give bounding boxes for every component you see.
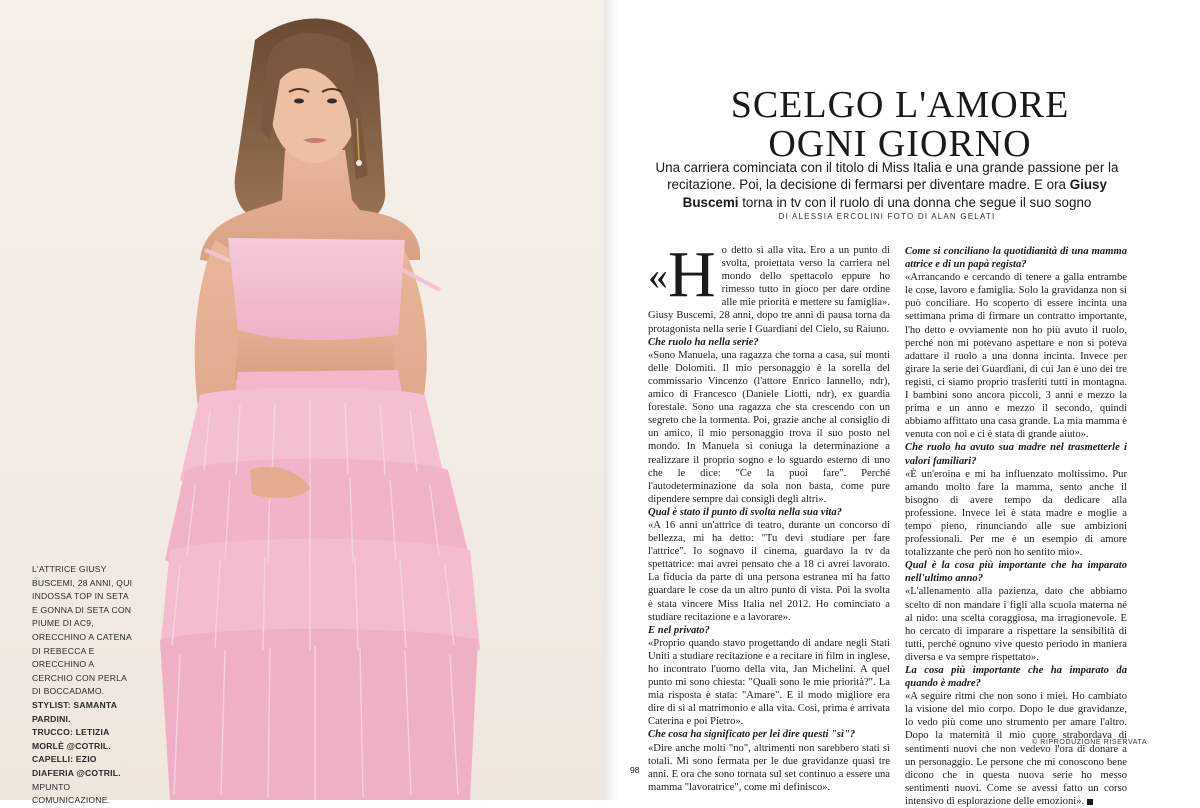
caption-credit-line: PARDINI. xyxy=(32,713,71,724)
answer: «Sono Manuela, una ragazza che torna a casa, sui monti delle Dolomiti. Il mio personaggio è la sorella del commissario Vincenzo (l'attore Enrico Iannello, ndr), amico di Francesco (Daniele Liotti, ndr), ex guardia forestale. Sono una ragazza che sta crescendo con un segreto che la tormenta. Poi, grazie anche al consiglio di un amico, il mio personaggio trova il suo posto nel mondo. In Manuela si coniuga la determinazione a realizzare il proprio sogno e lo sguardo esterno di uno che le dice: "Ce la puoi fare". Perché l'autodeterminazione da sola non basta, come pure dipendere sempre dai consigli degli altri». xyxy=(648,349,890,505)
qa-block xyxy=(905,245,1127,441)
question: E nel privato? xyxy=(648,624,710,636)
answer: «È un'eroina e mi ha influenzato moltissimo. Pur amando molto fare la mamma, sento anche il bisogno di avere tempo da dedicare alla professione. Invece lei è stata madre e moglie a tempo pieno, rinunciando alle sue ambizioni professionali. Per me è un esempio di amore totalizzante che però non ho sentito mio». xyxy=(905,468,1127,559)
question: Qual è la cosa più importante che ha imparato nell'ultimo anno? xyxy=(905,560,1127,585)
caption-line: ORECCHINO A CATENA xyxy=(32,631,132,642)
caption-credit-line: TRUCCO: LETIZIA xyxy=(32,727,110,738)
drop-cap: H xyxy=(668,238,716,311)
article-title xyxy=(700,86,1100,164)
qa-block xyxy=(648,624,890,729)
article-byline: DI ALESSIA ERCOLINI FOTO DI ALAN GELATI xyxy=(778,212,996,221)
answer: «L'allenamento alla pazienza, dato che abbiamo scelto di non mandare i figli alla scuola materna né al nido: una scelta coraggiosa, ma irragionevole. E ho cercato di imparare a rispettare la sensibilità di tutti, perché ognuno vive questo periodo in maniera diversa e va sempre rispettato». xyxy=(905,586,1127,663)
photo-caption xyxy=(32,563,144,808)
article-intro xyxy=(648,238,890,336)
qa-block xyxy=(905,559,1127,664)
caption-line: INDOSSA TOP IN SETA xyxy=(32,591,129,602)
article-lede xyxy=(648,159,1126,211)
title-line-2: OGNI GIORNO xyxy=(768,123,1032,165)
qa-block xyxy=(648,728,890,793)
article-column-2 xyxy=(905,245,1127,808)
question: Che cosa ha significato per lei dire questi "sì"? xyxy=(648,729,856,741)
caption-line: MPUNTO xyxy=(32,781,71,792)
title-line-1: SCELGO L'AMORE xyxy=(730,84,1070,126)
caption-credit-line: DIAFERIA @COTRIL. xyxy=(32,767,121,778)
question: La cosa più importante che ha imparato da quando è madre? xyxy=(905,665,1127,690)
caption-line: ORECCHINO A xyxy=(32,659,95,670)
caption-line: COMUNICAZIONE. xyxy=(32,795,111,806)
question: Come si conciliano la quotidianità di una mamma attrice e di un papà regista? xyxy=(905,246,1127,271)
caption-credit-line: CAPELLI: EZIO xyxy=(32,754,97,765)
lede-text-end: torna in tv con il ruolo di una donna che segue il suo sogno xyxy=(738,194,1092,210)
opening-guillemet: « xyxy=(648,253,668,298)
caption-line: E GONNA DI SETA CON xyxy=(32,604,132,615)
answer: «Proprio quando stavo progettando di andare negli Stati Uniti a studiare recitazione e a recitare in film in inglese, ho incontrato l'uomo della vita, Jan Michelini. A quel punto mi sono chiesta: "Quali sono le mie priorità?". La mia risposta è stata: "Amare". E il modo migliore era dire di sì al matrimonio e alla vita. Così, prima è arrivata Caterina e poi Pietro». xyxy=(648,637,890,728)
caption-credit-line: STYLIST: SAMANTA xyxy=(32,699,118,710)
question: Che ruolo ha nella serie? xyxy=(648,336,759,348)
caption-line: PIUME DI AC9, xyxy=(32,618,94,629)
caption-line: DI REBECCA E xyxy=(32,645,95,656)
lede-text: Una carriera cominciata con il titolo di Miss Italia e una grande passione per la recitazione. Poi, la decisione di fermarsi per diventare madre. E ora xyxy=(655,160,1119,193)
question: Che ruolo ha avuto sua madre nel trasmetterle i valori familiari? xyxy=(905,442,1127,467)
caption-line: L'ATTRICE GIUSY xyxy=(32,564,107,574)
qa-block xyxy=(905,441,1127,559)
page-number: 98 xyxy=(630,765,640,775)
lede-name: Giusy Buscemi xyxy=(682,177,1107,210)
page-gutter xyxy=(604,0,618,800)
qa-block xyxy=(648,506,890,624)
caption-line: CERCHIO CON PERLA xyxy=(32,672,128,683)
end-mark-icon xyxy=(1087,799,1093,805)
caption-credit-line: MORLÈ @COTRIL. xyxy=(32,740,111,751)
article-column-1 xyxy=(648,238,890,794)
intro-text: o detto sì alla vita. Ero a un punto di svolta, proiettata verso la carriera nel mondo dello spettacolo eppure ho rimesso tutto in gioco per dare ordine alle mie priorità e mettere su famiglia». Giusy Buscemi, 28 anni, dopo tre anni di pausa torna da protagonista nella serie I Guardiani del Cielo, su Raiuno. xyxy=(648,245,890,335)
copyright-notice: © RIPRODUZIONE RISERVATA xyxy=(1032,739,1148,746)
caption-line: DI BOCCADAMO. xyxy=(32,686,105,697)
qa-block xyxy=(648,336,890,506)
answer: «Dire anche molti "no", altrimenti non sarebbero stati sì totali. Mi sono fermata per le due gravidanze quasi tre anni. E ora che sono tornata sul set continuo a essere una mamma "lavoratrice", come mi definisco». xyxy=(648,742,890,793)
answer: «Arrancando e cercando di tenere a galla entrambe le cose, lavoro e famiglia. Solo la gravidanza non si può conciliare. Ho scoperto di essere incinta una settimana prima di firmare un contratto importante, l'ho detto e ovviamente non ho più avuto il ruolo, perché non mi potevano aspettare e non si poteva adattare il ruolo a una donna incinta. Invece per girare la serie dei Guardiani, di cui Jan è uno dei tre registi, ci siamo proprio trasferiti tutti in montagna. I bambini sono ancora piccoli, 3 anni e mezzo la prima e un anno e mezzo il secondo, quindi abbiamo affittato una casa grande. La mia mamma è venuta con noi e ci è stata di grande aiuto». xyxy=(905,272,1127,441)
answer: «A seguire ritmi che non sono i miei. Ho cambiato la visione del mio corpo. Dopo le due gravidanze, lo vedo più come uno strumento per amare l'altro. Dopo la maternità il mio cuore strabordava di sentimenti nuovi che non vedevo l'ora di donare a un personaggio. Le persone che mi conoscono bene dicono che in questa nuova serie ho messo sentimenti nuovi. Come se avessi fatto un corso intensivo di esplorazione delle emozioni». xyxy=(905,691,1127,807)
question: Qual è stato il punto di svolta nella sua vita? xyxy=(648,506,842,518)
qa-block xyxy=(905,664,1127,808)
caption-line: BUSCEMI, 28 ANNI, QUI xyxy=(32,577,133,588)
answer: «A 16 anni un'attrice di teatro, durante un concorso di bellezza, mi ha detto: "Tu devi studiare per fare l'attrice". Io sognavo il cinema, guardavo la tv da spettatrice: mai avrei pensato che a 18 ci avrei lavorato. La fiducia da parte di una persona estranea mi ha fatto guardare le cose da un altro punto di vista. Poi la svolta è stata vincere Miss Italia nel 2012. Ho cominciato a studiare recitazione e a lavorare». xyxy=(648,519,890,623)
